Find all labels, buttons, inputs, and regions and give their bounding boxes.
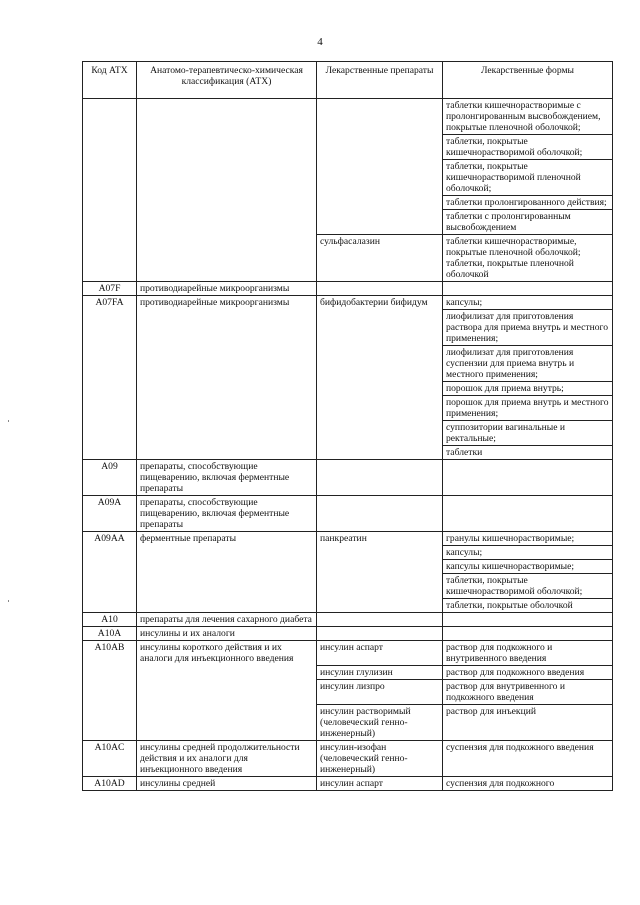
drug-name-cell <box>317 627 443 641</box>
drug-name-cell: инсулин глулизин <box>317 666 443 680</box>
dosage-forms-cell <box>443 496 613 532</box>
atx-classification-cell: препараты, способствующие пищеварению, включая ферментные препараты <box>137 496 317 532</box>
header-row <box>83 62 613 99</box>
atx-classification-cell: противодиарейные микроорганизмы <box>137 282 317 296</box>
atx-classification-cell: препараты, способствующие пищеварению, включая ферментные препараты <box>137 460 317 496</box>
dosage-form-item: гранулы кишечнорастворимые; <box>443 532 612 546</box>
drug-name-cell: бифидобактерии бифидум <box>317 296 443 460</box>
atx-code-cell: A10AC <box>83 741 137 777</box>
dosage-form-item: капсулы; <box>443 296 612 310</box>
dosage-form-item: суспензия для подкожного <box>446 778 555 789</box>
drug-name-cell <box>317 496 443 532</box>
dosage-form-item: раствор для подкожного и внутривенного введения <box>446 642 553 664</box>
table-row <box>83 496 613 532</box>
dosage-form-item: раствор для внутривенного и подкожного введения <box>446 681 565 703</box>
dosage-forms-cell <box>443 666 613 680</box>
scan-speck <box>8 420 9 422</box>
atx-classification-cell <box>137 99 317 282</box>
atx-code-cell: A10 <box>83 613 137 627</box>
dosage-form-item: порошок для приема внутрь; <box>443 382 612 396</box>
atx-code-cell: A07F <box>83 282 137 296</box>
dosage-form-item: таблетки с пролонгированным высвобождением <box>446 211 571 233</box>
table-row <box>83 296 613 460</box>
dosage-forms-cell <box>443 777 613 791</box>
header-drugs: Лекарственные препараты <box>317 62 443 99</box>
atx-code-cell: A09A <box>83 496 137 532</box>
dosage-forms-cell <box>443 705 613 741</box>
header-forms: Лекарственные формы <box>443 62 613 99</box>
drug-name-cell: инсулин аспарт <box>317 641 443 666</box>
table-row <box>83 627 613 641</box>
atx-code-cell: A09 <box>83 460 137 496</box>
atx-classification-cell: препараты для лечения сахарного диабета <box>137 613 317 627</box>
dosage-forms-cell <box>443 741 613 777</box>
dosage-form-item: таблетки, покрытые оболочкой <box>446 600 573 611</box>
dosage-forms-cell <box>443 99 613 235</box>
atx-table <box>82 61 613 791</box>
dosage-form-item: таблетки, покрытые кишечнорастворимой оболочкой; <box>443 135 612 160</box>
table-row <box>83 532 613 613</box>
atx-code-cell: A10AD <box>83 777 137 791</box>
drug-name-cell <box>317 613 443 627</box>
drug-name-cell: инсулин-изофан (человеческий генно-инженерный) <box>317 741 443 777</box>
drug-name-cell: инсулин лизпро <box>317 680 443 705</box>
dosage-form-item: суспензия для подкожного введения <box>446 742 594 753</box>
dosage-forms-cell <box>443 641 613 666</box>
atx-code-cell: A07FA <box>83 296 137 460</box>
drug-name-cell: инсулин аспарт <box>317 777 443 791</box>
atx-code-cell: A10AB <box>83 641 137 741</box>
page-number: 4 <box>317 36 323 48</box>
atx-code-cell: A09AA <box>83 532 137 613</box>
drug-name-cell <box>317 460 443 496</box>
dosage-forms-cell <box>443 235 613 282</box>
dosage-form-item: капсулы кишечнорастворимые; <box>443 560 612 574</box>
dosage-forms-cell <box>443 627 613 641</box>
atx-code-cell: A10A <box>83 627 137 641</box>
atx-classification-cell: инсулины короткого действия и их аналоги для инъекционного введения <box>137 641 317 741</box>
table-row <box>83 99 613 235</box>
dosage-form-item: таблетки пролонгированного действия; <box>443 196 612 210</box>
dosage-forms-cell <box>443 532 613 613</box>
dosage-form-item: раствор для инъекций <box>446 706 536 717</box>
dosage-form-item: таблетки, покрытые кишечнорастворимой пленочной оболочкой; <box>443 160 612 196</box>
atx-classification-cell: инсулины и их аналоги <box>137 627 317 641</box>
scan-speck <box>8 600 9 602</box>
dosage-forms-cell <box>443 680 613 705</box>
atx-classification-cell: инсулины средней <box>137 777 317 791</box>
dosage-forms-cell <box>443 460 613 496</box>
table-row <box>83 613 613 627</box>
dosage-forms-cell <box>443 282 613 296</box>
drug-name-cell <box>317 99 443 235</box>
table-row <box>83 641 613 666</box>
table-row <box>83 741 613 777</box>
atx-classification-cell: противодиарейные микроорганизмы <box>137 296 317 460</box>
atx-classification-cell: инсулины средней продолжительности действия и их аналоги для инъекционного введения <box>137 741 317 777</box>
dosage-form-item: таблетки, покрытые кишечнорастворимой оболочкой; <box>443 574 612 599</box>
dosage-form-item: таблетки <box>446 447 483 458</box>
dosage-forms-cell <box>443 296 613 460</box>
drug-name-cell: инсулин растворимый (человеческий генно-инженерный) <box>317 705 443 741</box>
drug-name-cell: панкреатин <box>317 532 443 613</box>
header-code: Код ATX <box>83 62 137 99</box>
atx-classification-cell: ферментные препараты <box>137 532 317 613</box>
atx-code-cell <box>83 99 137 282</box>
table-row <box>83 777 613 791</box>
dosage-form-item: капсулы; <box>443 546 612 560</box>
table-row <box>83 460 613 496</box>
drug-name-cell: сульфасалазин <box>317 235 443 282</box>
dosage-form-item: лиофилизат для приготовления суспензии для приема внутрь и местного применения; <box>443 346 612 382</box>
drug-name-cell <box>317 282 443 296</box>
dosage-form-item: порошок для приема внутрь и местного применения; <box>443 396 612 421</box>
header-classification: Анатомо-терапевтическо-химическая классификация (АТХ) <box>137 62 317 99</box>
dosage-form-item: лиофилизат для приготовления раствора для приема внутрь и местного применения; <box>443 310 612 346</box>
table-row <box>83 282 613 296</box>
dosage-form-item: таблетки кишечнорастворимые с пролонгированным высвобождением, покрытые пленочной оболочкой; <box>443 99 612 135</box>
dosage-form-item: раствор для подкожного введения <box>446 667 585 678</box>
dosage-form-item: таблетки кишечнорастворимые, покрытые пленочной оболочкой; таблетки, покрытые пленочной оболочкой <box>446 236 581 280</box>
dosage-forms-cell <box>443 613 613 627</box>
dosage-form-item: суппозитории вагинальные и ректальные; <box>443 421 612 446</box>
